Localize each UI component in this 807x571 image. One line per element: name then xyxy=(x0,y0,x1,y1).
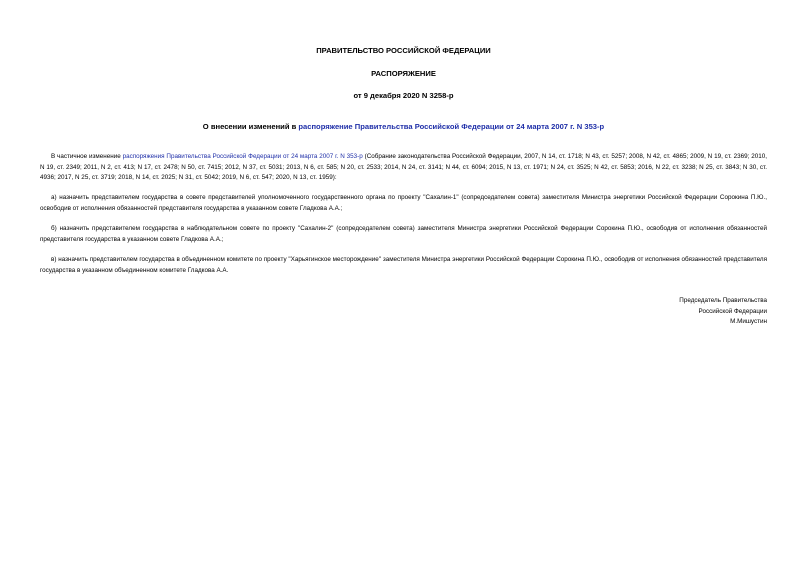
subject-prefix: О внесении изменений в xyxy=(202,122,299,131)
signature-position-line1: Председатель Правительства xyxy=(679,297,767,304)
item-c-paragraph: в) назначить представителем государства в объединенном комитете по проекту "Харьягинское месторождение" заместителя Министра энергетики Российской Федерации Сорокина П.Ю., освободив от исполнения обязанностей представителя государства в указанном объединенном комитете Гладкова А.А. xyxy=(40,256,767,274)
document-subject xyxy=(40,122,767,132)
document-type-heading: РАСПОРЯЖЕНИЕ xyxy=(371,69,436,78)
signature-position-line2: Российской Федерации xyxy=(698,307,767,315)
intro-paragraph xyxy=(40,152,767,184)
subject-order-link[interactable]: распоряжение Правительства Российской Федерации от 24 марта 2007 г. N 353-р xyxy=(298,122,605,131)
document-date-number: от 9 декабря 2020 N 3258-р xyxy=(353,91,454,100)
signature-block xyxy=(679,296,767,328)
intro-order-link[interactable]: распоряжения Правительства Российской Федерации от 24 марта 2007 г. N 353-р xyxy=(122,153,363,160)
intro-prefix: В частичное изменение xyxy=(51,153,123,160)
intro-rest: (Собрание законодательства Российской Федерации, 2007, N 14, ст. 1718; N 43, ст. 5257; 2008, N 42, ст. 4865; 2009, N 19, ст. 2369; 2010, N 19, ст. 2349; 2011, N 2, ст. 413; N 17, ст. 2478; N 50, ст. 7415; 2012, N 37, ст. 5031; 2013, N 6, ст. 585; N 20, ст. 2533; 2014, N 24, ст. 3141; N 44, ст. 6094; 2015, N 13, ст. 1971; N 24, ст. 3525; N 42, ст. 5853; 2016, N 22, ст. 3238; N 25, ст. 3843; N 30, ст. 4936; 2017, N 25, ст. 3719; 2018, N 14, ст. 2025; N 31, ст. 5042; 2019, N 6, ст. 547; 2020, N 13, ст. 1959): xyxy=(40,153,767,181)
item-a-paragraph: а) назначить представителем государства в совете представителей уполномоченного государственного органа по проекту "Сахалин-1" (сопредседателем совета) заместителя Министра энергетики Российской Федерации Сорокина П.Ю., освободив от исполнения обязанностей представителя государства в указанном совете Гладкова А.А.; xyxy=(40,194,767,212)
item-b-paragraph: б) назначить представителем государства в наблюдательном совете по проекту "Сахалин-2" (сопредседателем совета) заместителя Министра энергетики Российской Федерации Сорокина П.Ю., освободив от исполнения обязанностей представителя государства в указанном совете Гладкова А.А.; xyxy=(40,225,767,243)
government-heading: ПРАВИТЕЛЬСТВО РОССИЙСКОЙ ФЕДЕРАЦИИ xyxy=(316,46,491,55)
signature-name: М.Мишустин xyxy=(730,318,767,325)
document-page xyxy=(40,0,767,571)
